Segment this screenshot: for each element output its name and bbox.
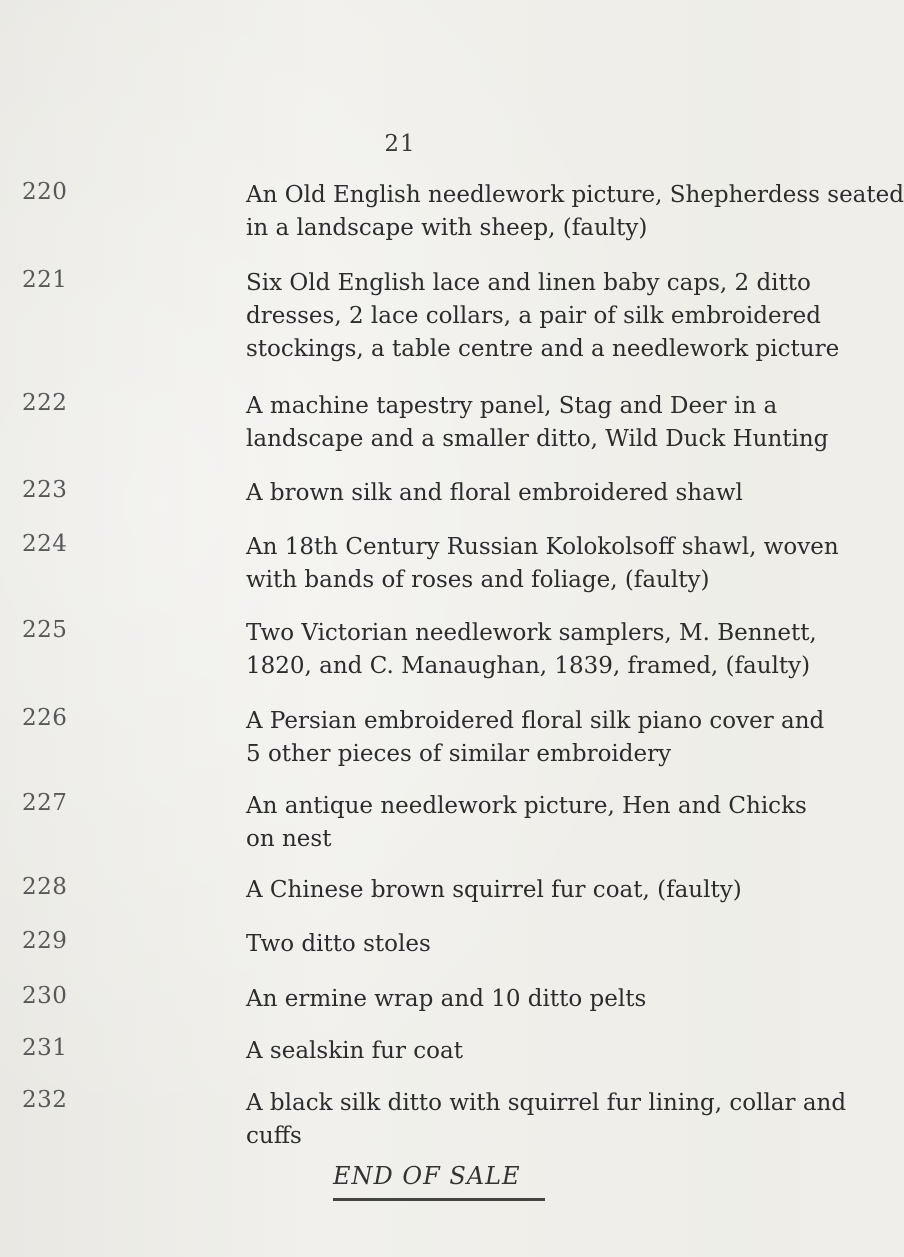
- description-line: dresses, 2 lace collars, a pair of silk embroidered: [246, 303, 821, 329]
- description-line: An 18th Century Russian Kolokolsoff shawl, woven: [246, 534, 839, 560]
- lot-description: [246, 390, 829, 456]
- lot-number: 222: [22, 390, 68, 416]
- description-line: An ermine wrap and 10 ditto pelts: [246, 986, 647, 1012]
- lot-description: [246, 179, 904, 245]
- description-line: Two ditto stoles: [246, 931, 431, 957]
- lot-number: 225: [22, 617, 68, 643]
- description-line: Six Old English lace and linen baby caps, 2 ditto: [246, 270, 811, 296]
- lot-number: 221: [22, 267, 68, 293]
- lot-number: 230: [22, 983, 68, 1009]
- lot-number: 229: [22, 928, 68, 954]
- lot-description: [246, 928, 786, 961]
- lot-description: [246, 531, 839, 597]
- end-underline-rule: [333, 1198, 545, 1201]
- lot-description: [246, 1087, 847, 1153]
- lot-description: [246, 477, 786, 510]
- lot-number: 224: [22, 531, 68, 557]
- description-line: An Old English needlework picture, Shepherdess seated: [246, 182, 904, 208]
- lot-number: 226: [22, 705, 68, 731]
- description-line: 5 other pieces of similar embroidery: [246, 741, 672, 767]
- page-number: 21: [384, 131, 416, 157]
- lot-number: 231: [22, 1035, 68, 1061]
- lot-number: 223: [22, 477, 68, 503]
- description-line: A brown silk and floral embroidered shawl: [246, 480, 743, 506]
- description-line: with bands of roses and foliage, (faulty): [246, 567, 710, 593]
- description-line: A sealskin fur coat: [246, 1038, 463, 1064]
- lot-description: [246, 1035, 786, 1068]
- description-line: A Persian embroidered floral silk piano cover and: [246, 708, 825, 734]
- description-line: on nest: [246, 826, 332, 852]
- description-line: in a landscape with sheep, (faulty): [246, 215, 648, 241]
- lot-description: [246, 705, 825, 771]
- lot-description: [246, 874, 786, 907]
- description-line: landscape and a smaller ditto, Wild Duck Hunting: [246, 426, 829, 452]
- lot-description: [246, 983, 786, 1016]
- description-line: 1820, and C. Manaughan, 1839, framed, (faulty): [246, 653, 811, 679]
- lot-description: [246, 790, 807, 856]
- description-line: cuffs: [246, 1123, 302, 1149]
- description-line: A Chinese brown squirrel fur coat, (faulty): [246, 877, 742, 903]
- end-of-sale-note: END OF SALE: [333, 1162, 521, 1190]
- lot-description: [246, 267, 840, 366]
- description-line: Two Victorian needlework samplers, M. Bennett,: [246, 620, 817, 646]
- description-line: stockings, a table centre and a needlework picture: [246, 336, 840, 362]
- lot-number: 228: [22, 874, 68, 900]
- description-line: An antique needlework picture, Hen and Chicks: [246, 793, 807, 819]
- lot-number: 220: [22, 179, 68, 205]
- description-line: A machine tapestry panel, Stag and Deer in a: [246, 393, 778, 419]
- lot-number: 227: [22, 790, 68, 816]
- lot-number: 232: [22, 1087, 68, 1113]
- description-line: A black silk ditto with squirrel fur lining, collar and: [246, 1090, 847, 1116]
- lot-description: [246, 617, 817, 683]
